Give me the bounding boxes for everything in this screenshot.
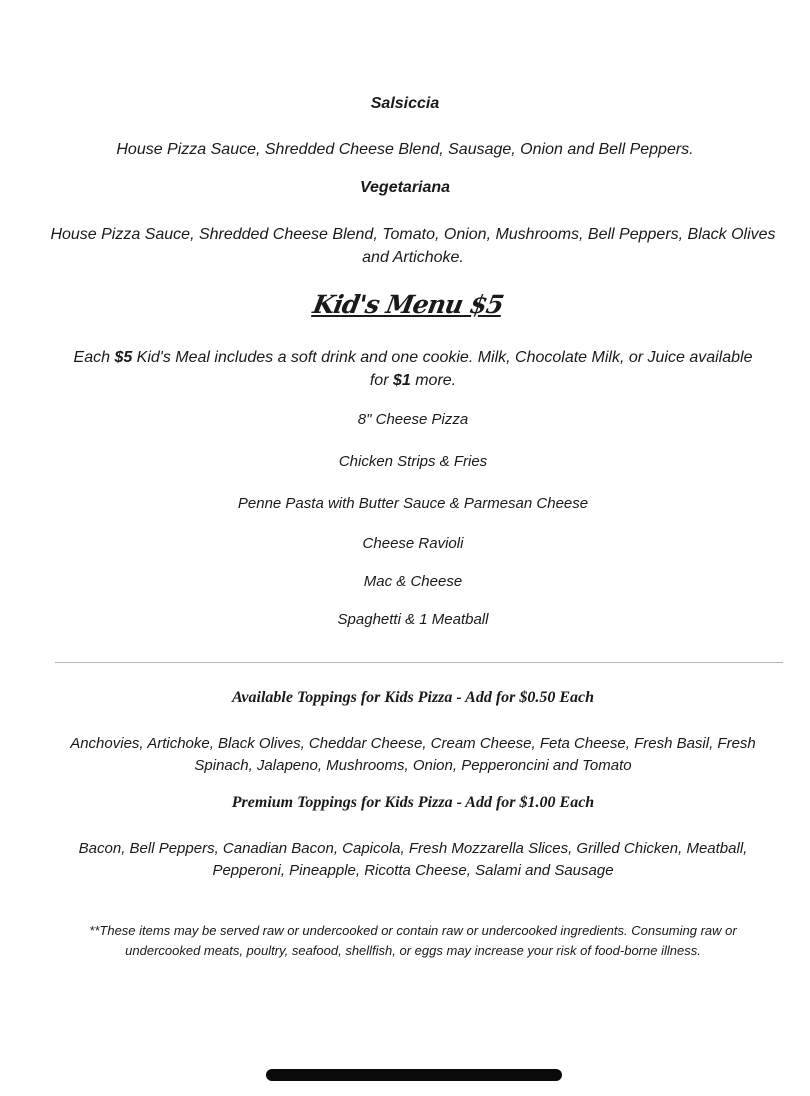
intro-text: Each bbox=[73, 349, 115, 366]
toppings-line: Anchovies, Artichoke, Black Olives, Cheddar Cheese, Cream Cheese, Feta Cheese, Fresh Basil, Fresh bbox=[70, 735, 756, 752]
available-toppings-list bbox=[8, 733, 810, 777]
toppings-line: Bacon, Bell Peppers, Canadian Bacon, Capicola, Fresh Mozzarella Slices, Grilled Chicken, Meatball, bbox=[78, 840, 748, 857]
pizza-description-vegetariana bbox=[8, 223, 810, 269]
intro-text: more. bbox=[410, 372, 457, 389]
available-toppings-heading: Available Toppings for Kids Pizza - Add for $0.50 Each bbox=[231, 689, 595, 706]
description-line: and Artichoke. bbox=[362, 249, 464, 266]
toppings-line: Spinach, Jalapeno, Mushrooms, Onion, Pepperoncini and Tomato bbox=[194, 757, 632, 774]
kids-menu-intro bbox=[8, 346, 810, 392]
pizza-name-vegetariana: Vegetariana bbox=[359, 179, 451, 196]
premium-toppings-heading: Premium Toppings for Kids Pizza - Add for $1.00 Each bbox=[231, 794, 595, 811]
kids-menu-title: Kid's Menu $5 bbox=[310, 290, 506, 319]
disclaimer-line: **These items may be served raw or undercooked or contain raw or undercooked ingredients. Consuming raw or bbox=[89, 923, 737, 938]
disclaimer-line: undercooked meats, poultry, seafood, shellfish, or eggs may increase your risk of food-borne illness. bbox=[125, 943, 701, 958]
premium-toppings-list bbox=[8, 838, 810, 882]
kids-menu-item: Penne Pasta with Butter Sauce & Parmesan Cheese bbox=[237, 495, 589, 512]
pizza-description-salsiccia: House Pizza Sauce, Shredded Cheese Blend, Sausage, Onion and Bell Peppers. bbox=[116, 141, 694, 158]
toppings-line: Pepperoni, Pineapple, Ricotta Cheese, Salami and Sausage bbox=[212, 862, 614, 879]
section-divider bbox=[55, 662, 783, 663]
kids-menu-item: Chicken Strips & Fries bbox=[338, 453, 488, 470]
intro-text: Kid's Meal includes a soft drink and one cookie. Milk, Chocolate Milk, or Juice available bbox=[132, 349, 753, 366]
home-indicator-bar[interactable] bbox=[266, 1069, 562, 1081]
kids-meal-price: $5 bbox=[114, 349, 133, 366]
kids-menu-item: 8" Cheese Pizza bbox=[357, 411, 469, 428]
description-line: House Pizza Sauce, Shredded Cheese Blend, Tomato, Onion, Mushrooms, Bell Peppers, Black Olives bbox=[50, 226, 776, 243]
pizza-name-salsiccia: Salsiccia bbox=[370, 95, 440, 112]
kids-menu-item: Spaghetti & 1 Meatball bbox=[337, 611, 489, 628]
kids-menu-item: Cheese Ravioli bbox=[362, 535, 464, 552]
food-safety-disclaimer bbox=[8, 921, 810, 961]
kids-menu-item: Mac & Cheese bbox=[363, 573, 463, 590]
drink-upcharge: $1 bbox=[392, 372, 411, 389]
intro-text: for bbox=[369, 372, 393, 389]
